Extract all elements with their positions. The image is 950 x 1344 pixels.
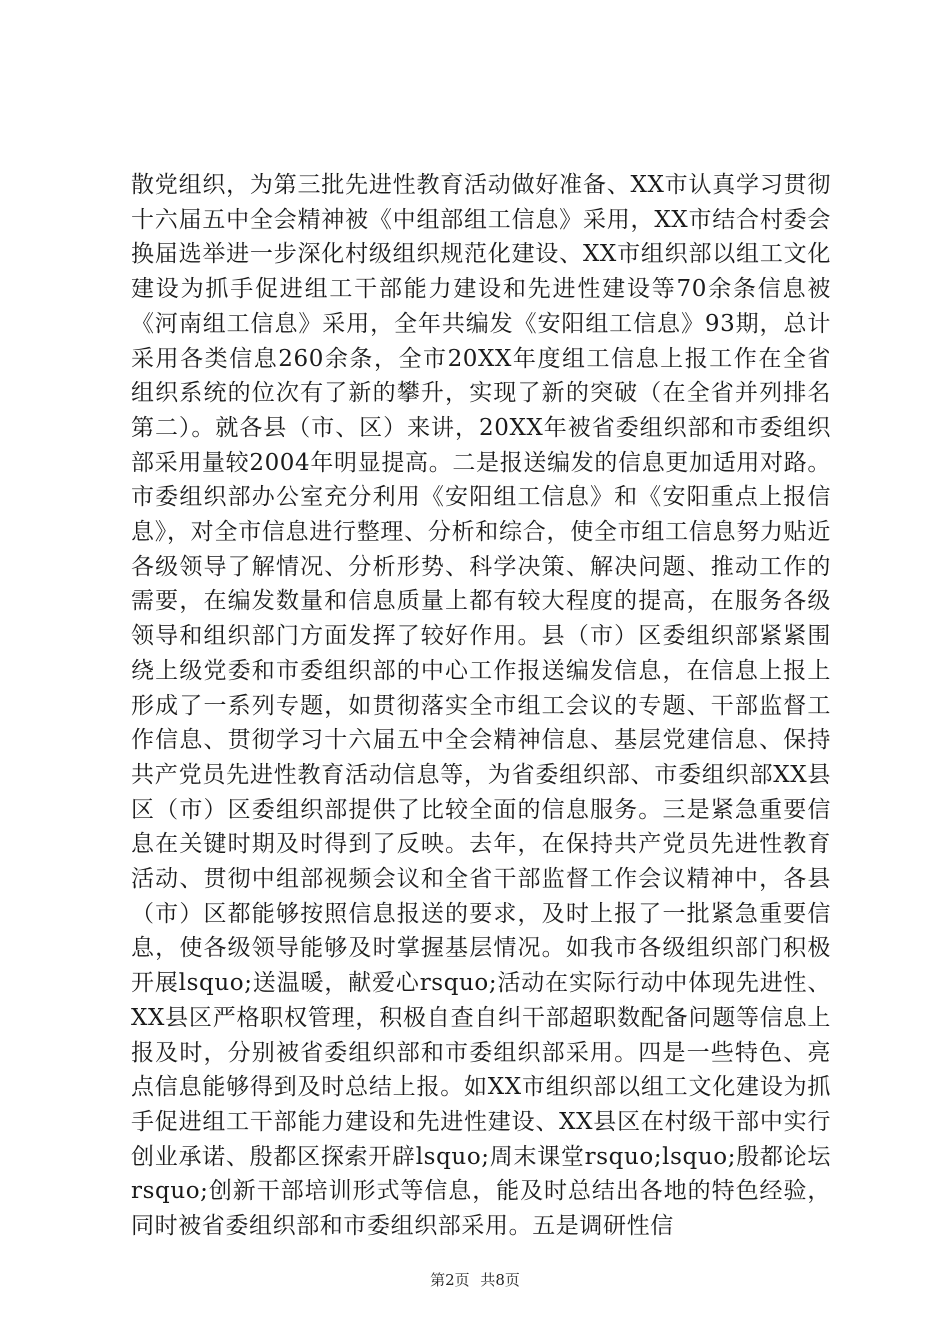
page-footer — [0, 1269, 950, 1290]
body-paragraph: 散党组织，为第三批先进性教育活动做好准备、XX市认真学习贯彻十六届五中全会精神被《中组部组工信息》采用，XX市结合村委会换届选举进一步深化村级组织规范化建设、XX市组织部以组工文化建设为抓手促进组工干部能力建设和先进性建设等70余条信息被《河南组工信息》采用，全年共编发《安阳组工信息》93期，总计采用各类信息260余条，全市20XX年度组工信息上报工作在全省组织系统的位次有了新的攀升，实现了新的突破（在全省并列排名第二）。就各县（市、区）来讲，20XX年被省委组织部和市委组织部采用量较2004年明显提高。二是报送编发的信息更加适用对路。市委组织部办公室充分利用《安阳组工信息》和《安阳重点上报信息》，对全市信息进行整理、分析和综合，使全市组工信息努力贴近各级领导了解情况、分析形势、科学决策、解决问题、推动工作的需要，在编发数量和信息质量上都有较大程度的提高，在服务各级领导和组织部门方面发挥了较好作用。县（市）区委组织部紧紧围绕上级党委和市委组织部的中心工作报送编发信息，在信息上报上形成了一系列专题，如贯彻落实全市组工会议的专题、干部监督工作信息、贯彻学习十六届五中全会精神信息、基层党建信息、保持共产党员先进性教育活动信息等，为省委组织部、市委组织部XX县区（市）区委组织部提供了比较全面的信息服务。三是紧急重要信息在关键时期及时得到了反映。去年，在保持共产党员先进性教育活动、贯彻中组部视频会议和全省干部监督工作会议精神中，各县（市）区都能够按照信息报送的要求，及时上报了一批紧急重要信息，使各级领导能够及时掌握基层情况。如我市各级组织部门积极开展lsquo;送温暖，献爱心rsquo;活动在实际行动中体现先进性、XX县区严格职权管理，积极自查自纠干部超职数配备问题等信息上报及时，分别被省委组织部和市委组织部采用。四是一些特色、亮点信息能够得到及时总结上报。如XX市组织部以组工文化建设为抓手促进组工干部能力建设和先进性建设、XX县区在村级干部中实行创业承诺、殷都区探索开辟lsquo;周末课堂rsquo;lsquo;殷都论坛rsquo;创新干部培训形式等信息，能及时总结出各地的特色经验，同时被省委组织部和市委组织部采用。五是调研性信 — [131, 172, 831, 1240]
page-total: 共8页 — [480, 1271, 520, 1289]
page-number: 第2页 — [430, 1271, 470, 1289]
